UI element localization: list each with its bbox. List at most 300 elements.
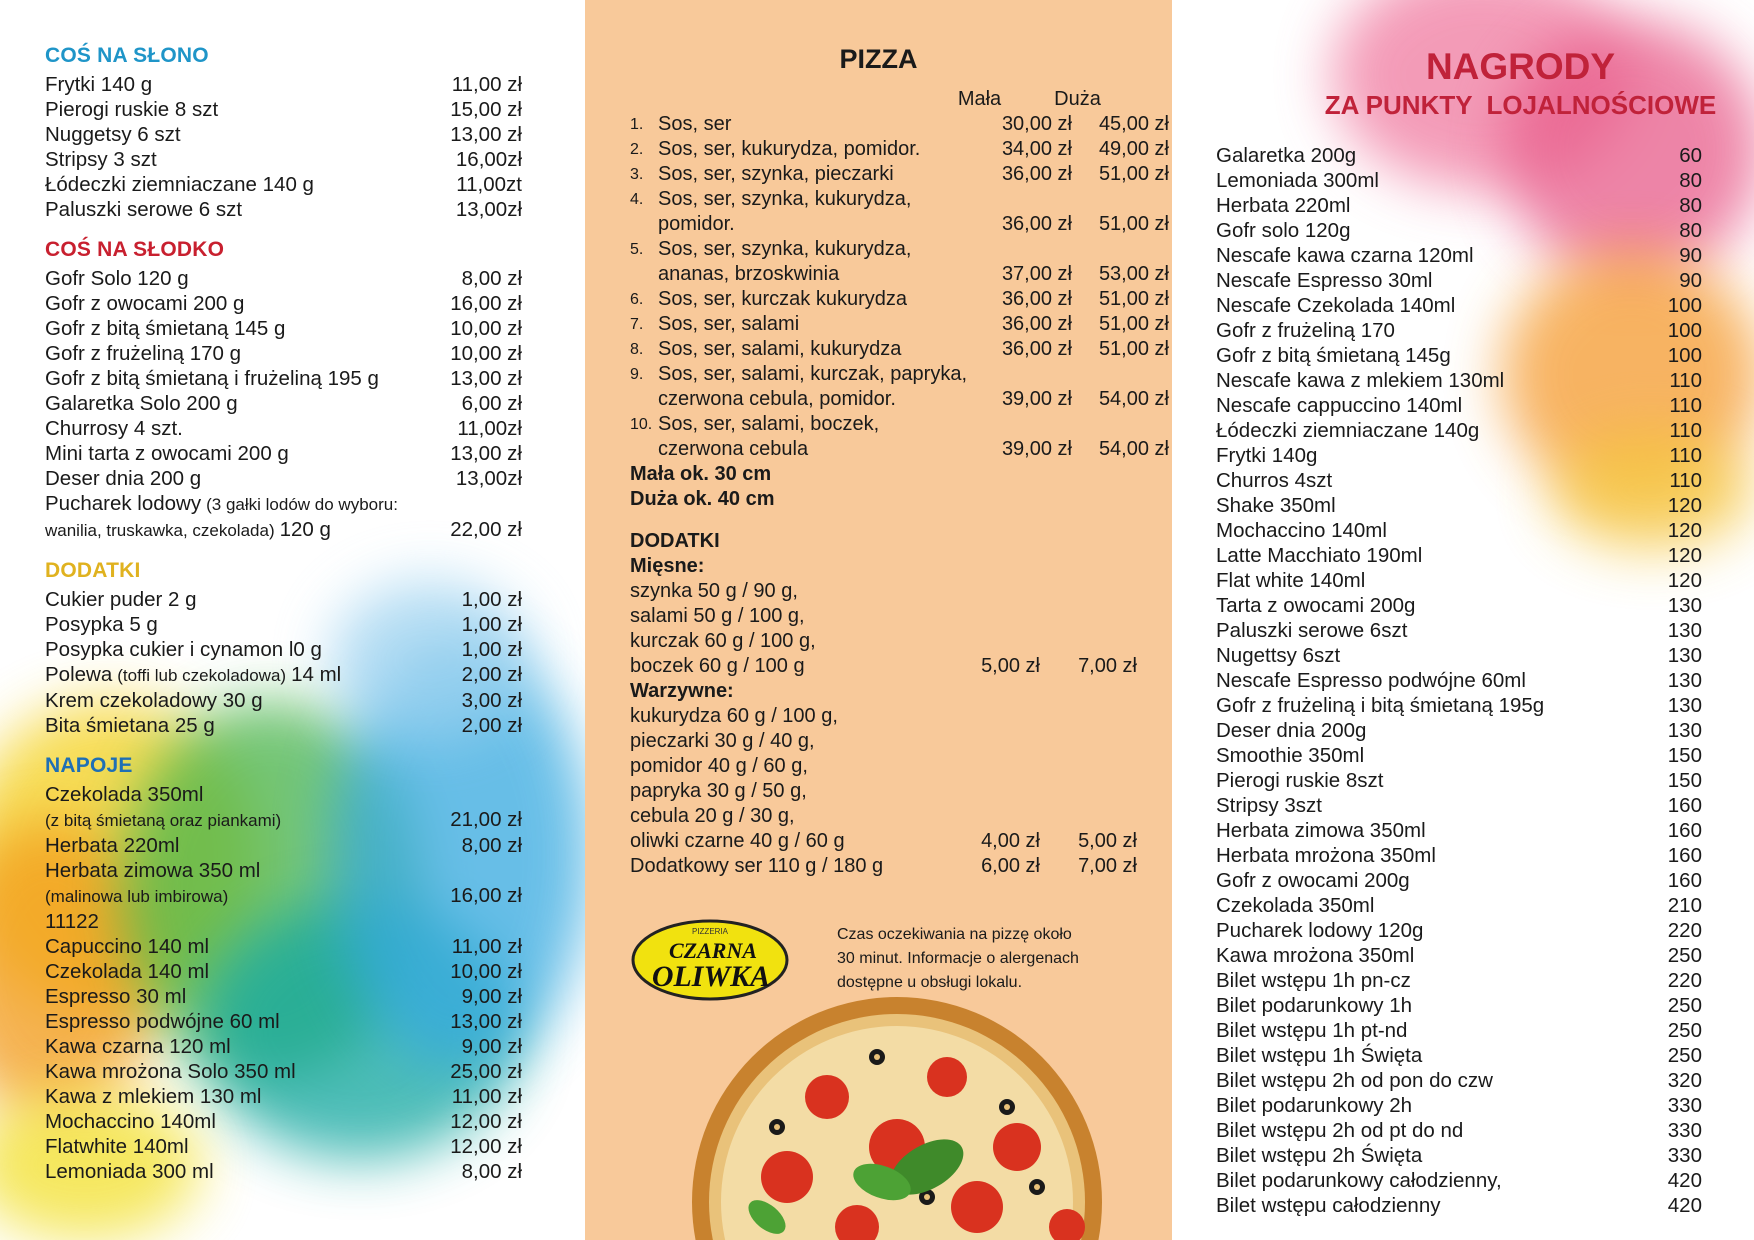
item-name: Frytki 140 g bbox=[45, 73, 153, 96]
reward-points: 110 bbox=[1669, 469, 1702, 492]
reward-points: 420 bbox=[1667, 1194, 1702, 1217]
pizza-price-large bbox=[1072, 412, 1169, 437]
item-price: 10,00 zł bbox=[450, 317, 522, 340]
pizza-number: 10. bbox=[630, 416, 653, 433]
pizza-price-small: 39,00 zł bbox=[1001, 438, 1072, 460]
item-price: 11,00 zł bbox=[451, 73, 522, 96]
item-name: Paluszki serowe 6 szt bbox=[45, 198, 243, 221]
pizza-price-large: 51,00 zł bbox=[1098, 213, 1169, 235]
pizza-ingredients: czerwona cebula, pomidor. bbox=[658, 388, 896, 410]
pizza-price-small: 37,00 zł bbox=[1001, 263, 1072, 285]
menu-item bbox=[45, 637, 522, 662]
menu-item bbox=[45, 688, 522, 713]
item-price: 1,00 zł bbox=[461, 638, 522, 661]
pizza-ingredients: Sos, ser, salami bbox=[658, 313, 800, 335]
reward-points: 80 bbox=[1679, 194, 1702, 217]
czarna-oliwka-logo bbox=[631, 918, 789, 1002]
pizza-number bbox=[630, 262, 658, 287]
reward-name: Herbata 220ml bbox=[1216, 194, 1351, 217]
item-note: (z bitą śmietaną oraz piankami) bbox=[45, 811, 282, 830]
menu-item bbox=[45, 72, 522, 97]
reward-item bbox=[1216, 1043, 1702, 1068]
pizza-number bbox=[630, 387, 658, 412]
item-price: 21,00 zł bbox=[450, 808, 522, 831]
reward-name: Bilet wstępu 1h pn-cz bbox=[1216, 969, 1411, 992]
pizza-image bbox=[677, 997, 1117, 1240]
reward-item bbox=[1216, 1168, 1702, 1193]
reward-points: 220 bbox=[1667, 969, 1702, 992]
pizza-ingredients: Sos, ser, szynka, pieczarki bbox=[658, 163, 894, 185]
menu-section bbox=[45, 44, 522, 222]
reward-item bbox=[1216, 443, 1702, 468]
item-price: 1,00 zł bbox=[461, 613, 522, 636]
reward-item bbox=[1216, 243, 1702, 268]
item-price: 3,00 zł bbox=[461, 689, 522, 712]
item-price: 13,00 zł bbox=[450, 123, 522, 146]
item-price: 13,00 zł bbox=[450, 1010, 522, 1033]
pizza-price-large: 53,00 zł bbox=[1098, 263, 1169, 285]
menu-item-name bbox=[45, 782, 203, 807]
left-menu-content bbox=[45, 44, 522, 1184]
item-name: Czekolada 140 ml bbox=[45, 960, 210, 983]
menu-item bbox=[45, 612, 522, 637]
pizza-ingredients: Sos, ser bbox=[658, 113, 732, 135]
item-name: 11122 bbox=[45, 910, 99, 933]
reward-name: Nescafe kawa z mlekiem 130ml bbox=[1216, 369, 1505, 392]
reward-name: Flat white 140ml bbox=[1216, 569, 1366, 592]
item-name: Posypka cukier i cynamon l0 g bbox=[45, 638, 322, 661]
addon-name: cebula 20 g / 30 g, bbox=[630, 805, 795, 827]
addon-price-small bbox=[930, 804, 1040, 829]
item-name: Mochaccino 140ml bbox=[45, 1110, 216, 1133]
reward-name: Pucharek lodowy 120g bbox=[1216, 919, 1424, 942]
addon-name: papryka 30 g / 50 g, bbox=[630, 780, 807, 802]
addon-price-small bbox=[930, 604, 1040, 629]
item-name: Capuccino 140 ml bbox=[45, 935, 210, 958]
reward-points: 110 bbox=[1669, 444, 1702, 467]
reward-item bbox=[1216, 1143, 1702, 1168]
pizza-ingredients: Sos, ser, kukurydza, pomidor. bbox=[658, 138, 921, 160]
reward-points: 130 bbox=[1667, 719, 1702, 742]
pizza-price-small: 34,00 zł bbox=[1001, 138, 1072, 160]
reward-item bbox=[1216, 868, 1702, 893]
reward-points: 130 bbox=[1667, 694, 1702, 717]
menu-item-name bbox=[45, 517, 331, 543]
menu-item bbox=[45, 122, 522, 147]
menu-item bbox=[45, 266, 522, 291]
menu-item bbox=[45, 147, 522, 172]
reward-points: 110 bbox=[1669, 394, 1702, 417]
reward-name: Bilet wstępu całodzienny bbox=[1216, 1194, 1441, 1217]
pizza-price-large: 51,00 zł bbox=[1098, 338, 1169, 360]
item-price: 8,00 zł bbox=[461, 267, 522, 290]
pizza-row bbox=[630, 412, 1170, 437]
note-line: 30 minut. Informacje o alergenach bbox=[837, 950, 1079, 967]
menu-item bbox=[45, 662, 522, 688]
reward-name: Gofr z owocami 200g bbox=[1216, 869, 1410, 892]
menu-item-name bbox=[45, 316, 285, 341]
veg-addon bbox=[630, 754, 1170, 779]
item-price: 10,00 zł bbox=[450, 960, 522, 983]
item-name: Pierogi ruskie 8 szt bbox=[45, 98, 219, 121]
menu-item-name bbox=[45, 883, 228, 909]
reward-points: 160 bbox=[1667, 844, 1702, 867]
menu-item-name bbox=[45, 587, 197, 612]
reward-points: 220 bbox=[1667, 919, 1702, 942]
item-name: Pucharek lodowy bbox=[45, 492, 202, 515]
addon-name: szynka 50 g / 90 g, bbox=[630, 580, 798, 602]
reward-item bbox=[1216, 843, 1702, 868]
reward-name: Paluszki serowe 6szt bbox=[1216, 619, 1408, 642]
item-note: (toffi lub czekoladowa) bbox=[117, 666, 287, 685]
reward-name: Czekolada 350ml bbox=[1216, 894, 1375, 917]
item-name: Espresso podwójne 60 ml bbox=[45, 1010, 280, 1033]
addons-title: DODATKI bbox=[630, 530, 720, 552]
reward-points: 250 bbox=[1667, 994, 1702, 1017]
pizza-ingredients: pomidor. bbox=[658, 213, 735, 235]
reward-item bbox=[1216, 518, 1702, 543]
reward-item bbox=[1216, 793, 1702, 818]
reward-name: Gofr solo 120g bbox=[1216, 219, 1351, 242]
pizza-number: 8. bbox=[630, 341, 644, 358]
reward-item bbox=[1216, 393, 1702, 418]
menu-item-name bbox=[45, 1109, 216, 1134]
veg-addon bbox=[630, 704, 1170, 729]
reward-points: 110 bbox=[1669, 419, 1702, 442]
menu-item bbox=[45, 807, 522, 833]
reward-item bbox=[1216, 993, 1702, 1018]
menu-section bbox=[45, 238, 522, 543]
menu-section bbox=[45, 754, 522, 1184]
menu-item bbox=[45, 416, 522, 441]
item-name: Herbata 220ml bbox=[45, 834, 180, 857]
reward-name: Herbata mrożona 350ml bbox=[1216, 844, 1436, 867]
pizza-addons bbox=[630, 529, 1170, 879]
menu-item-name bbox=[45, 291, 244, 316]
item-name: Lemoniada 300 ml bbox=[45, 1160, 214, 1183]
item-price: 13,00zł bbox=[455, 198, 522, 221]
reward-points: 90 bbox=[1679, 244, 1702, 267]
menu-item-name bbox=[45, 366, 379, 391]
reward-name: Kawa mrożona 350ml bbox=[1216, 944, 1415, 967]
reward-item bbox=[1216, 318, 1702, 343]
reward-points: 120 bbox=[1667, 519, 1702, 542]
reward-name: Churros 4szt bbox=[1216, 469, 1333, 492]
menu-item bbox=[45, 391, 522, 416]
reward-points: 250 bbox=[1667, 1044, 1702, 1067]
menu-item-name bbox=[45, 807, 281, 833]
item-name: Churrosy 4 szt. bbox=[45, 417, 183, 440]
menu-item bbox=[45, 1134, 522, 1159]
menu-item-name bbox=[45, 688, 263, 713]
addon-price-large: 7,00 zł bbox=[1078, 655, 1137, 677]
item-price: 12,00 zł bbox=[450, 1110, 522, 1133]
menu-item bbox=[45, 587, 522, 612]
reward-item bbox=[1216, 718, 1702, 743]
reward-name: Gofr z frużeliną 170 bbox=[1216, 319, 1395, 342]
note-line: dostępne u obsługi lokalu. bbox=[837, 974, 1023, 991]
menu-item bbox=[45, 517, 522, 543]
menu-item bbox=[45, 1059, 522, 1084]
reward-name: Gofr z bitą śmietaną 145g bbox=[1216, 344, 1451, 367]
menu-item bbox=[45, 97, 522, 122]
item-name: Posypka 5 g bbox=[45, 613, 158, 636]
menu-item bbox=[45, 858, 522, 883]
pizza-price-small bbox=[982, 412, 1072, 437]
meat-addon bbox=[630, 604, 1170, 629]
pizza-price-small: 36,00 zł bbox=[1001, 163, 1072, 185]
pizza-price-small bbox=[982, 362, 1072, 387]
reward-item bbox=[1216, 593, 1702, 618]
pizza-row bbox=[630, 312, 1170, 337]
reward-name: Latte Macchiato 190ml bbox=[1216, 544, 1423, 567]
pizza-row bbox=[630, 387, 1170, 412]
item-note: wanilia, truskawka, czekolada) bbox=[45, 521, 275, 540]
pizza-row bbox=[630, 287, 1170, 312]
menu-item-name bbox=[45, 416, 183, 441]
menu-item bbox=[45, 1109, 522, 1134]
menu-item bbox=[45, 172, 522, 197]
menu-item-name bbox=[45, 1134, 189, 1159]
reward-item bbox=[1216, 693, 1702, 718]
addon-name: oliwki czarne 40 g / 60 g bbox=[630, 830, 845, 852]
reward-points: 250 bbox=[1667, 1019, 1702, 1042]
pizza-price-large: 51,00 zł bbox=[1098, 313, 1169, 335]
section-title: COŚ NA SŁODKO bbox=[45, 238, 225, 261]
col-large-header: Duża bbox=[1054, 88, 1101, 110]
pizza-illustration bbox=[677, 997, 1117, 1240]
addon-price-small bbox=[930, 754, 1040, 779]
item-price: 11,00zt bbox=[456, 173, 522, 196]
pizza-row bbox=[630, 137, 1170, 162]
menu-item bbox=[45, 909, 522, 934]
rewards-list bbox=[1216, 143, 1702, 1218]
pizza-ingredients: Sos, ser, salami, boczek, bbox=[658, 413, 880, 435]
item-name: Czekolada 350ml bbox=[45, 783, 204, 806]
reward-item bbox=[1216, 368, 1702, 393]
reward-name: Nescafe Czekolada 140ml bbox=[1216, 294, 1456, 317]
pizza-ingredients: Sos, ser, salami, kurczak, papryka, bbox=[658, 363, 968, 385]
menu-item-name bbox=[45, 1059, 296, 1084]
menu-item-name bbox=[45, 612, 158, 637]
reward-points: 330 bbox=[1667, 1119, 1702, 1142]
menu-item-name bbox=[45, 1034, 231, 1059]
pizza-price-large: 54,00 zł bbox=[1098, 388, 1169, 410]
pizza-price-small: 36,00 zł bbox=[1001, 338, 1072, 360]
reward-points: 160 bbox=[1667, 869, 1702, 892]
reward-name: Nescafe cappuccino 140ml bbox=[1216, 394, 1463, 417]
addon-name: salami 50 g / 100 g, bbox=[630, 605, 805, 627]
rewards-panel bbox=[1172, 0, 1754, 1240]
reward-item bbox=[1216, 418, 1702, 443]
pizza-number: 7. bbox=[630, 316, 644, 333]
menu-section bbox=[45, 559, 522, 738]
menu-item-name bbox=[45, 984, 186, 1009]
reward-item bbox=[1216, 468, 1702, 493]
pizza-price-large: 54,00 zł bbox=[1098, 438, 1169, 460]
logo-line1: CZARNA bbox=[668, 938, 758, 963]
note-line: Czas oczekiwania na pizzę około bbox=[837, 926, 1072, 943]
menu-item bbox=[45, 466, 522, 491]
menu-item bbox=[45, 1009, 522, 1034]
item-price: 25,00 zł bbox=[450, 1060, 522, 1083]
reward-item bbox=[1216, 618, 1702, 643]
menu-item bbox=[45, 491, 522, 517]
reward-item bbox=[1216, 768, 1702, 793]
pizza-size-info: Mała ok. 30 cm bbox=[630, 463, 772, 485]
reward-name: Deser dnia 200g bbox=[1216, 719, 1367, 742]
left-menu-panel bbox=[0, 0, 585, 1240]
menu-item-name bbox=[45, 197, 242, 222]
item-price: 11,00 zł bbox=[451, 935, 522, 958]
reward-item bbox=[1216, 218, 1702, 243]
item-price: 15,00 zł bbox=[450, 98, 522, 121]
pizza-price-small: 36,00 zł bbox=[1001, 213, 1072, 235]
pizza-row bbox=[630, 212, 1170, 237]
reward-item bbox=[1216, 1193, 1702, 1218]
veg-addon bbox=[630, 804, 1170, 829]
meat-addon bbox=[630, 654, 1170, 679]
pizza-price-large bbox=[1072, 362, 1169, 387]
pizza-price-small bbox=[982, 187, 1072, 212]
pizza-price-small: 39,00 zł bbox=[1001, 388, 1072, 410]
reward-points: 160 bbox=[1667, 794, 1702, 817]
reward-points: 130 bbox=[1667, 619, 1702, 642]
rewards-title: NAGRODY bbox=[1425, 46, 1616, 87]
veg-title: Warzywne: bbox=[630, 680, 734, 702]
pizza-number bbox=[630, 437, 658, 462]
item-price: 11,00zł bbox=[457, 417, 522, 440]
pizza-row bbox=[630, 362, 1170, 387]
item-price: 1,00 zł bbox=[461, 588, 522, 611]
reward-name: Bilet podarunkowy 1h bbox=[1216, 994, 1413, 1017]
addon-name: boczek 60 g / 100 g bbox=[630, 655, 805, 677]
pizza-waiting-note bbox=[837, 923, 1167, 995]
veg-addon bbox=[630, 729, 1170, 754]
pizza-price-small: 36,00 zł bbox=[1001, 288, 1072, 310]
item-name: Polewa bbox=[45, 663, 113, 686]
menu-item bbox=[45, 959, 522, 984]
item-price: 13,00 zł bbox=[450, 367, 522, 390]
reward-name: Bilet podarunkowy 2h bbox=[1216, 1094, 1413, 1117]
reward-item bbox=[1216, 968, 1702, 993]
item-suffix: 120 g bbox=[279, 518, 331, 541]
item-name: Mini tarta z owocami 200 g bbox=[45, 442, 289, 465]
pizza-price-large: 45,00 zł bbox=[1098, 113, 1169, 135]
reward-name: Nescafe kawa czarna 120ml bbox=[1216, 244, 1474, 267]
logo-olive-shape bbox=[631, 918, 789, 1002]
addon-name: pomidor 40 g / 60 g, bbox=[630, 755, 808, 777]
reward-name: Mochaccino 140ml bbox=[1216, 519, 1387, 542]
menu-item bbox=[45, 1159, 522, 1184]
pizza-size-headers bbox=[930, 87, 1165, 112]
addon-price-small: 6,00 zł bbox=[981, 855, 1040, 877]
item-price: 16,00zł bbox=[455, 148, 522, 171]
section-title: DODATKI bbox=[45, 559, 141, 582]
reward-points: 150 bbox=[1667, 744, 1702, 767]
reward-item bbox=[1216, 543, 1702, 568]
menu-item bbox=[45, 883, 522, 909]
reward-item bbox=[1216, 143, 1702, 168]
menu-item bbox=[45, 441, 522, 466]
pizza-price-large: 51,00 zł bbox=[1098, 288, 1169, 310]
addon-price-small bbox=[930, 579, 1040, 604]
reward-points: 130 bbox=[1667, 644, 1702, 667]
reward-item bbox=[1216, 818, 1702, 843]
item-name: Deser dnia 200 g bbox=[45, 467, 202, 490]
reward-points: 160 bbox=[1667, 819, 1702, 842]
item-price: 2,00 zł bbox=[461, 714, 522, 737]
menu-item bbox=[45, 316, 522, 341]
menu-item-name bbox=[45, 266, 189, 291]
reward-points: 130 bbox=[1667, 669, 1702, 692]
item-name: Krem czekoladowy 30 g bbox=[45, 689, 263, 712]
reward-name: Smoothie 350ml bbox=[1216, 744, 1365, 767]
addon-price-small bbox=[930, 729, 1040, 754]
item-price: 2,00 zł bbox=[461, 663, 522, 686]
addon-price-large bbox=[1040, 754, 1137, 779]
reward-item bbox=[1216, 568, 1702, 593]
item-suffix: 14 ml bbox=[291, 663, 342, 686]
reward-item bbox=[1216, 168, 1702, 193]
reward-points: 150 bbox=[1667, 769, 1702, 792]
addon-price-large: 5,00 zł bbox=[1078, 830, 1137, 852]
reward-points: 80 bbox=[1679, 169, 1702, 192]
item-price: 16,00 zł bbox=[450, 884, 522, 907]
reward-name: Shake 350ml bbox=[1216, 494, 1336, 517]
menu-item-name bbox=[45, 441, 289, 466]
addon-name: Dodatkowy ser 110 g / 180 g bbox=[630, 855, 884, 877]
veg-addon bbox=[630, 829, 1170, 854]
reward-item bbox=[1216, 943, 1702, 968]
addon-name: pieczarki 30 g / 40 g, bbox=[630, 730, 815, 752]
menu-item-name bbox=[45, 959, 209, 984]
veg-addon bbox=[630, 779, 1170, 804]
menu-item bbox=[45, 1084, 522, 1109]
menu-item bbox=[45, 833, 522, 858]
pizza-ingredients: ananas, brzoskwinia bbox=[658, 263, 840, 285]
pizza-ingredients: czerwona cebula bbox=[658, 438, 809, 460]
rewards-header bbox=[1172, 46, 1754, 122]
reward-points: 90 bbox=[1679, 269, 1702, 292]
reward-name: Bilet wstępu 2h od pon do czw bbox=[1216, 1069, 1493, 1092]
reward-points: 110 bbox=[1669, 369, 1702, 392]
menu-item-name bbox=[45, 172, 314, 197]
item-price: 13,00 zł bbox=[450, 442, 522, 465]
item-name: Nuggetsy 6 szt bbox=[45, 123, 181, 146]
menu-item-name bbox=[45, 97, 218, 122]
reward-name: Nugettsy 6szt bbox=[1216, 644, 1341, 667]
pizza-panel bbox=[585, 0, 1172, 1240]
pizza-row bbox=[630, 262, 1170, 287]
pizza-price-large bbox=[1072, 187, 1169, 212]
addon-price-large bbox=[1040, 604, 1137, 629]
reward-name: Łódeczki ziemniaczane 140g bbox=[1216, 419, 1480, 442]
menu-item bbox=[45, 1034, 522, 1059]
item-price: 9,00 zł bbox=[461, 985, 522, 1008]
reward-points: 100 bbox=[1667, 294, 1702, 317]
menu-item bbox=[45, 934, 522, 959]
menu-item-name bbox=[45, 122, 181, 147]
reward-points: 250 bbox=[1667, 944, 1702, 967]
menu-item bbox=[45, 197, 522, 222]
menu-item-name bbox=[45, 72, 152, 97]
menu-item-name bbox=[45, 391, 238, 416]
addon-price-large bbox=[1040, 629, 1137, 654]
reward-points: 330 bbox=[1667, 1144, 1702, 1167]
pizza-title: PIZZA bbox=[839, 44, 918, 74]
item-name: Herbata zimowa 350 ml bbox=[45, 859, 261, 882]
